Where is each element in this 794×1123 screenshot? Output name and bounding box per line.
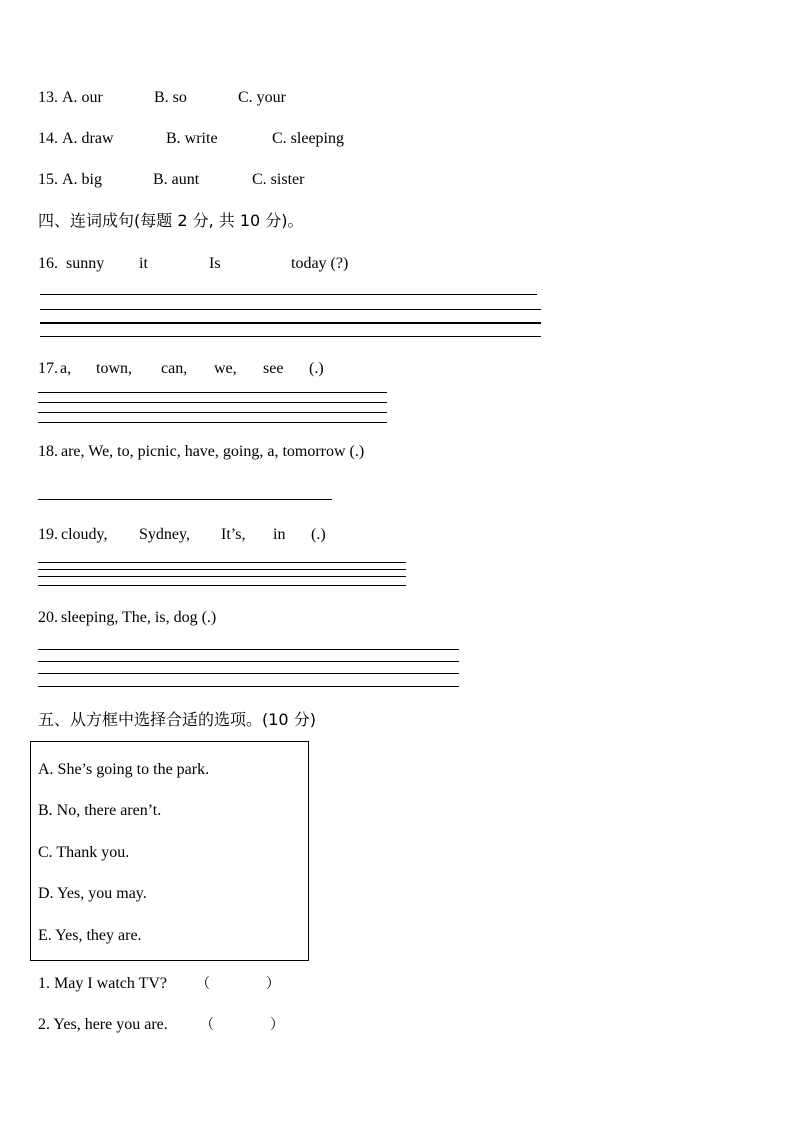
answer-line[interactable] (38, 412, 387, 413)
answer-line[interactable] (38, 499, 332, 500)
question-number: 18. (38, 443, 58, 460)
question-text: 2. Yes, here you are. (38, 1016, 168, 1033)
word: today (?) (291, 255, 349, 272)
option-b: B. No, there aren’t. (38, 802, 162, 819)
option-b: B. aunt (153, 171, 200, 188)
word: It’s, (221, 526, 246, 543)
answer-line[interactable] (40, 322, 541, 324)
word: can, (161, 360, 188, 377)
option-d: D. Yes, you may. (38, 885, 147, 902)
answer-line[interactable] (38, 576, 406, 577)
section-4-heading: 四、连词成句(每题 2 分, 共 10 分)。 (38, 211, 304, 230)
answer-line[interactable] (38, 649, 459, 650)
option-e: E. Yes, they are. (38, 927, 142, 944)
answer-line[interactable] (38, 422, 387, 423)
question-number: 14. (38, 130, 58, 147)
word: (.) (309, 360, 324, 377)
question-number: 19. (38, 526, 58, 543)
answer-line[interactable] (38, 686, 459, 687)
option-a: A. draw (62, 130, 114, 147)
question-text: 1. May I watch TV? (38, 975, 167, 992)
question-number: 15. (38, 171, 58, 188)
answer-line[interactable] (38, 569, 406, 570)
word: town, (96, 360, 132, 377)
answer-line[interactable] (38, 661, 459, 662)
option-c: C. sister (252, 171, 305, 188)
answer-blank[interactable]: （ ） (200, 1017, 284, 1033)
question-number: 16. (38, 255, 58, 272)
answer-line[interactable] (40, 336, 541, 337)
word-list: are, We, to, picnic, have, going, a, tomorrow (.) (61, 443, 365, 460)
answer-line[interactable] (38, 402, 387, 403)
option-a: A. big (62, 171, 102, 188)
answer-line[interactable] (40, 309, 541, 310)
option-c: C. Thank you. (38, 844, 130, 861)
answer-line[interactable] (38, 585, 406, 586)
word: Is (209, 255, 221, 272)
answer-line[interactable] (40, 294, 537, 295)
answer-blank[interactable]: （ ） (196, 976, 280, 992)
word-list: sleeping, The, is, dog (.) (61, 609, 217, 626)
question-number: 17. (38, 360, 58, 377)
question-number: 20. (38, 609, 58, 626)
answer-line[interactable] (38, 392, 387, 393)
word: see (263, 360, 284, 377)
word: (.) (311, 526, 326, 543)
option-b: B. so (154, 89, 187, 106)
answer-line[interactable] (38, 673, 459, 674)
word: we, (214, 360, 237, 377)
word: in (273, 526, 286, 543)
answer-line[interactable] (38, 562, 406, 563)
word: it (139, 255, 148, 272)
section-5-heading: 五、从方框中选择合适的选项。(10 分) (38, 710, 316, 729)
option-b: B. write (166, 130, 218, 147)
option-c: C. sleeping (272, 130, 344, 147)
question-number: 13. (38, 89, 58, 106)
word: a, (60, 360, 72, 377)
word: sunny (66, 255, 105, 272)
word: Sydney, (139, 526, 190, 543)
option-c: C. your (238, 89, 286, 106)
option-a: A. our (62, 89, 103, 106)
option-a: A. She’s going to the park. (38, 761, 210, 778)
word: cloudy, (61, 526, 108, 543)
